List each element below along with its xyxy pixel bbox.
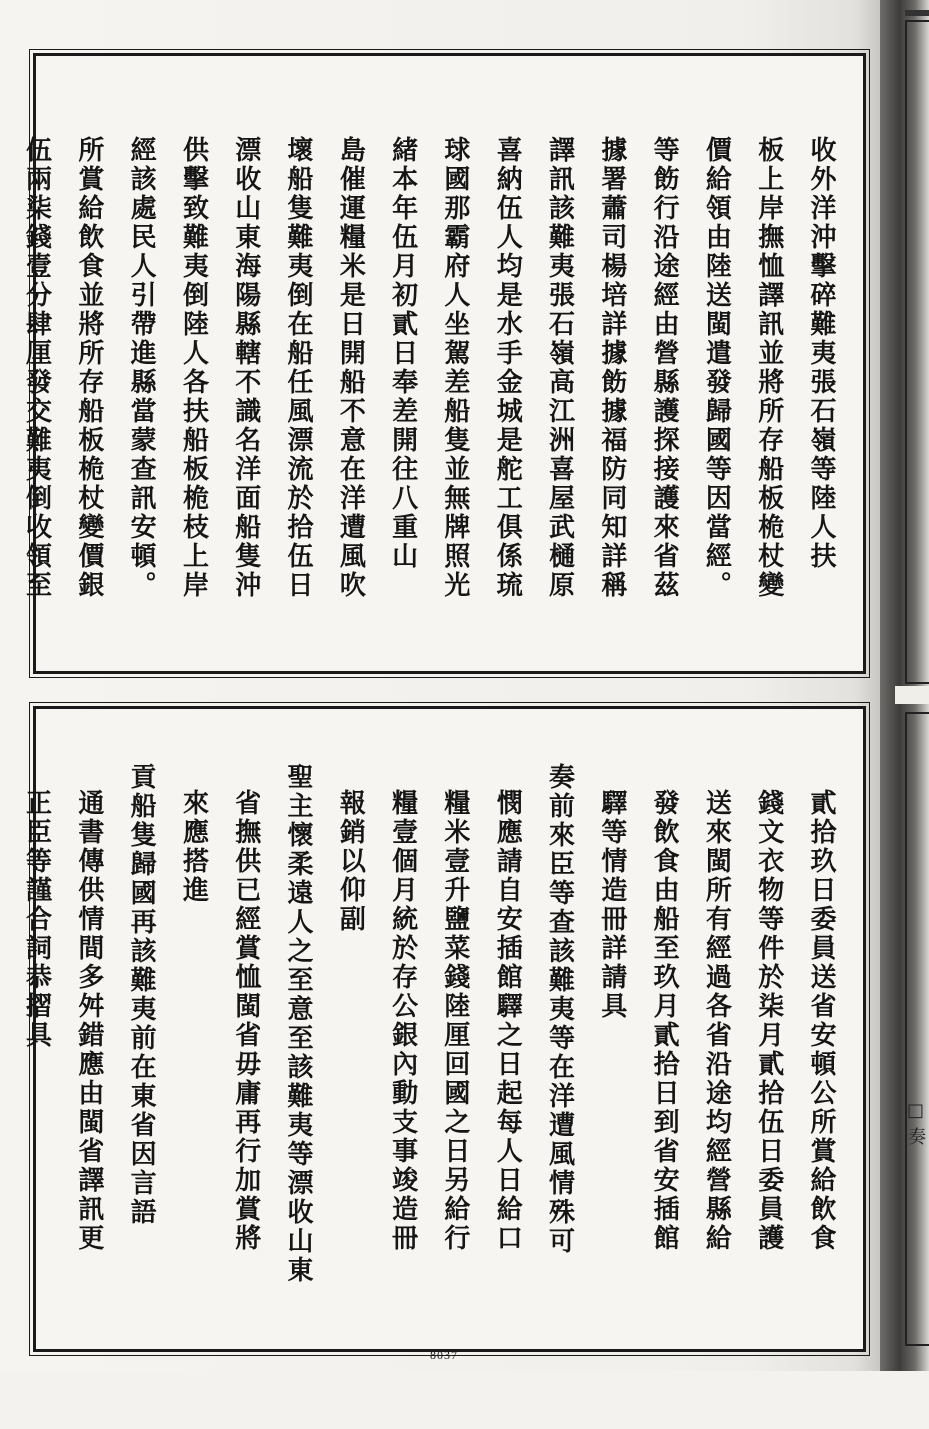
upper-column-10: 島催運糧米是日開船不意在洋遭風吹 [335,136,366,600]
upper-column-4: 等飭行沿途經由營縣護探接護來省茲 [649,136,680,600]
lower-column-9: 糧壹個月統於存公銀內動支事竣造冊 [387,789,418,1253]
upper-vertical-text [20,56,863,751]
lower-column-4: 發飲食由船至玖月貳拾日到省安插館 [649,789,680,1253]
lower-vertical-text [20,709,863,1429]
upper-column-7: 喜納伍人均是水手金城是舵工俱係琉 [492,136,523,600]
upper-column-14: 經該處民人引帶進縣當蒙查訊安頓。 [126,136,157,600]
upper-column-16: 伍兩柒錢壹分肆厘發交難夷倒收領至 [21,136,52,600]
edge-mark [905,10,929,16]
lower-column-7: 憫應請自安插館驛之日起每人日給口 [492,789,523,1253]
upper-column-15: 所賞給飲食並將所存船板桅杖變價銀 [73,136,104,600]
adjacent-page-frame-top [905,20,929,684]
upper-column-13: 供擊致難夷倒陸人各扶船板桅枝上岸 [178,136,209,600]
lower-column-5: 驛等情造冊詳請具 [596,789,627,1021]
upper-column-5: 據署蕭司楊培詳據飭據福防同知詳稱 [596,136,627,600]
lower-column-11: 聖主懷柔遠人之至意至該難夷等漂收山東 [283,763,314,1285]
upper-column-3: 價給領由陸送閩遣發歸國等因當經。 [701,136,732,600]
lower-column-3: 送來閩所有經過各省沿途均經營縣給 [701,789,732,1253]
upper-text-panel [21,53,866,674]
upper-column-8: 球國那霸府人坐駕差船隻並無牌照光 [439,136,470,600]
lower-column-15: 通書傳供情間多舛錯應由閩省譯訊更 [73,789,104,1253]
binding-gap [895,686,929,704]
lower-column-12: 省撫供已經賞恤閩省毋庸再行加賞將 [230,789,261,1253]
lower-column-2: 錢文衣物等件於柒月貳拾伍日委員護 [753,789,784,1253]
lower-column-10: 報銷以仰副 [335,789,366,934]
upper-column-12: 漂收山東海陽縣轄不識名洋面船隻沖 [230,136,261,600]
lower-column-1: 貳拾玖日委員送省安頓公所賞給飲食 [806,789,836,1253]
upper-column-11: 壞船隻難夷倒在船任風漂流於拾伍日 [283,136,314,600]
lower-column-13: 來應搭進 [178,789,209,905]
upper-column-1: 收外洋沖擊碎難夷張石嶺等陸人扶 [806,136,836,571]
lower-column-6: 奏前來臣等查該難夷等在洋遭風情殊可 [544,763,575,1256]
lower-column-14: 貢船隻歸國再該難夷前在東省因言語 [126,763,157,1227]
adjacent-page-frame-bottom [905,712,929,1346]
lower-text-panel [21,706,866,1352]
upper-column-9: 緒本年伍月初貳日奉差開往八重山 [387,136,418,571]
lower-column-8: 糧米壹升鹽菜錢陸厘回國之日另給行 [439,789,470,1253]
upper-column-6: 譯訊該難夷張石嶺高江洲喜屋武樋原 [544,136,575,600]
page-number: 8037 [430,1348,458,1362]
lower-column-16: 正臣等謹合詞恭摺具 [21,789,52,1050]
adjacent-page-text: □奏 [905,1100,926,1151]
upper-column-2: 板上岸撫恤譯訊並將所存船板桅杖變 [753,136,784,600]
